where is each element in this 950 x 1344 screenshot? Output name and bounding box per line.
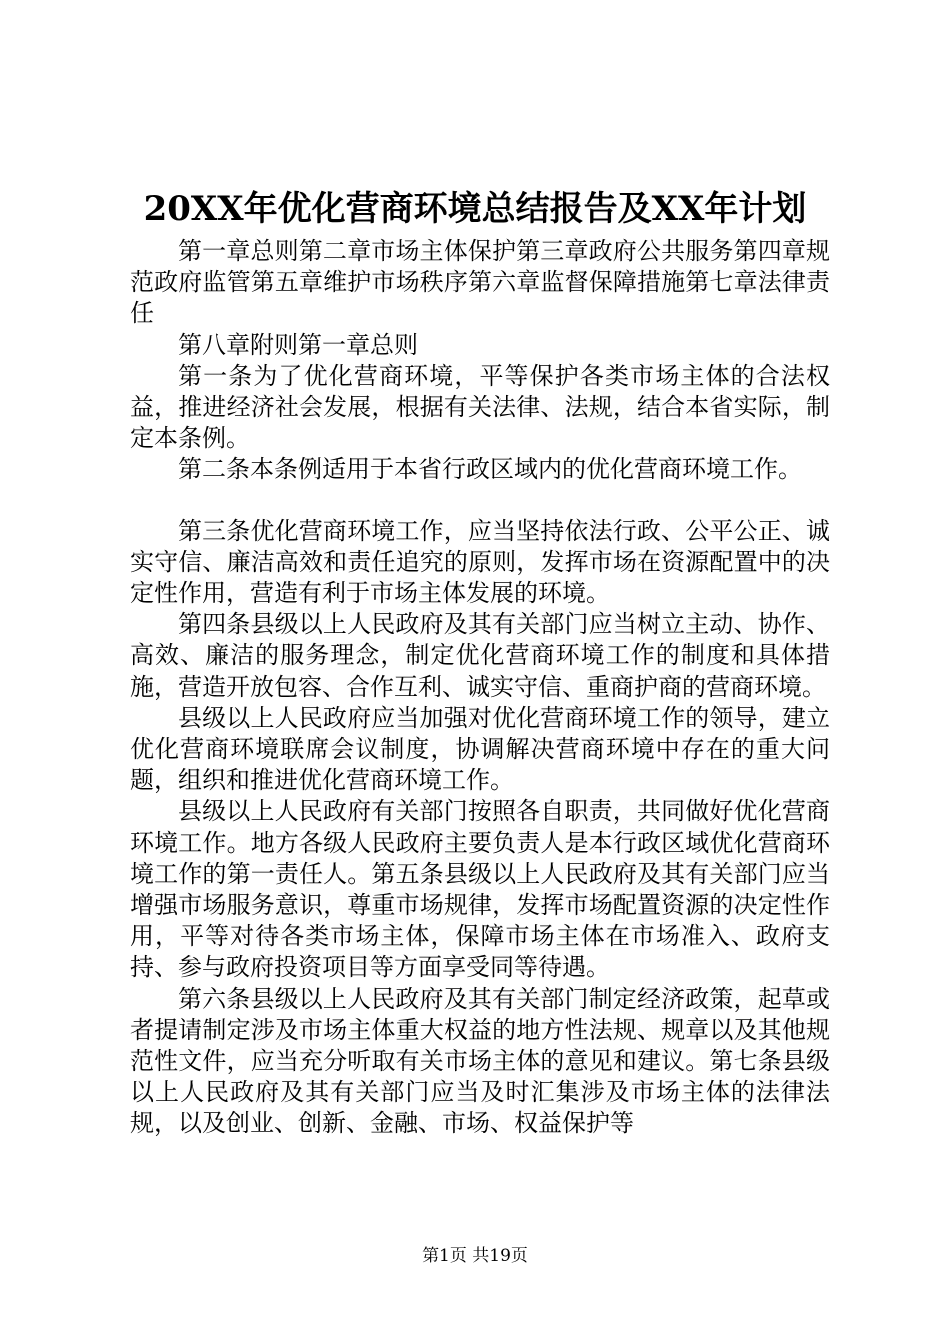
paragraph-article-1: 第一条为了优化营商环境，平等保护各类市场主体的合法权益，推进经济社会发展，根据有关法律、法规，结合本省实际，制定本条例。 xyxy=(130,361,830,453)
paragraph-article-3: 第三条优化营商环境工作，应当坚持依法行政、公平公正、诚实守信、廉洁高效和责任追究的原则，发挥市场在资源配置中的决定性作用，营造有利于市场主体发展的环境。 xyxy=(130,516,830,608)
paragraph-article-6-7: 第六条县级以上人民政府及其有关部门制定经济政策，起草或者提请制定涉及市场主体重大权益的地方性法规、规章以及其他规范性文件，应当充分听取有关市场主体的意见和建议。第七条县级以上人民政府及其有关部门应当及时汇集涉及市场主体的法律法规，以及创业、创新、金融、市场、权益保护等 xyxy=(130,984,830,1138)
paragraph-article-2: 第二条本条例适用于本省行政区域内的优化营商环境工作。 xyxy=(178,455,802,484)
paragraph-article-5: 县级以上人民政府有关部门按照各自职责，共同做好优化营商环境工作。地方各级人民政府主要负责人是本行政区域优化营商环境工作的第一责任人。第五条县级以上人民政府及其有关部门应当增强市场服务意识，尊重市场规律，发挥市场配置资源的决定性作用，平等对待各类市场主体，保障市场主体在市场准入、政府支持、参与政府投资项目等方面享受同等待遇。 xyxy=(130,797,830,982)
page-number-footer: 第1页 共19页 xyxy=(422,1246,528,1266)
document-body xyxy=(130,236,830,1140)
document-title: 20XX年优化营商环境总结报告及XX年计划 xyxy=(143,189,807,229)
paragraph-chapter-list: 第一章总则第二章市场主体保护第三章政府公共服务第四章规范政府监管第五章维护市场秩序第六章监督保障措施第七章法律责任 xyxy=(130,237,830,328)
paragraph-article-4: 第四条县级以上人民政府及其有关部门应当树立主动、协作、高效、廉洁的服务理念，制定优化营商环境工作的制度和具体措施，营造开放包容、合作互利、诚实守信、重商护商的营商环境。 xyxy=(130,610,830,701)
paragraph-chapter-heading: 第八章附则第一章总则 xyxy=(178,330,418,359)
paragraph-leadership: 县级以上人民政府应当加强对优化营商环境工作的领导，建立优化营商环境联席会议制度，协调解决营商环境中存在的重大问题，组织和推进优化营商环境工作。 xyxy=(130,703,830,795)
